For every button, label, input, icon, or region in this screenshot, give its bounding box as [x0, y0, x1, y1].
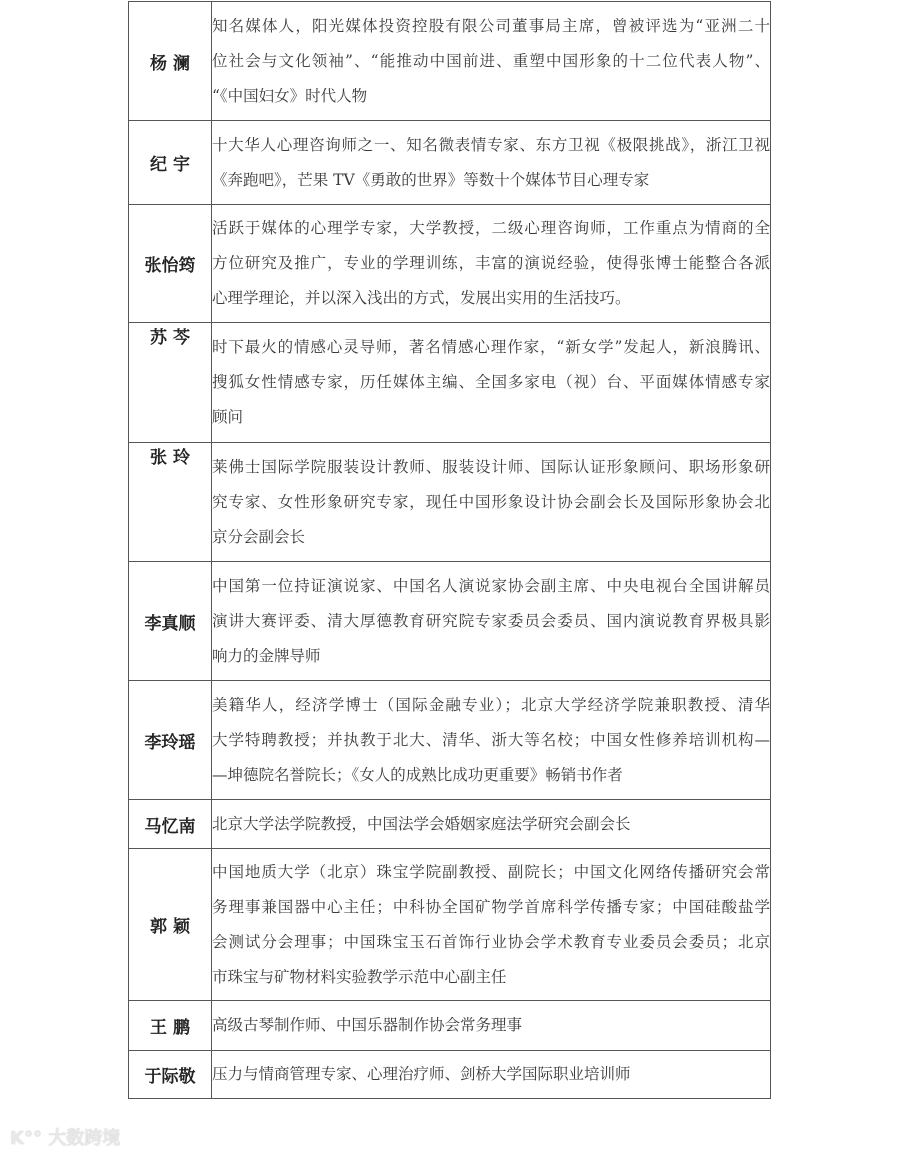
table-row: [129, 2, 771, 121]
expert-table: [128, 1, 771, 1099]
description-line: 京分会副会长: [212, 527, 306, 546]
expert-name: 苏 芩: [129, 323, 212, 443]
expert-name: 于际敬: [129, 1051, 212, 1099]
table-row: [129, 323, 771, 443]
description-line: 中国地质大学（北京）珠宝学院副教授、副院长；中国文化网络传播研究会常: [212, 862, 770, 881]
description-line: 中国第一位持证演说家、中国名人演说家协会副主席、中央电视台全国讲解员: [212, 576, 770, 595]
description-line: 高级古琴制作师、中国乐器制作协会常务理事: [212, 1016, 523, 1034]
table-row: [129, 205, 771, 323]
description-line: “《中国妇女》时代人物: [212, 86, 368, 105]
watermark-text: 大数跨境: [48, 1128, 121, 1149]
table-row: [129, 443, 771, 562]
description-line: 市珠宝与矿物材料实验教学示范中心副主任: [212, 967, 507, 986]
expert-name: 王 鹏: [129, 1001, 212, 1051]
expert-name: 张怡筠: [129, 205, 212, 323]
table-row: [129, 562, 771, 681]
description-line: 《奔跑吧》，芒果 TV《勇敢的世界》等数十个媒体节目心理专家: [212, 170, 650, 189]
table-row: [129, 800, 771, 849]
expert-description: [212, 849, 771, 1001]
expert-description: [212, 121, 771, 205]
description-line: 方位研究及推广，专业的学理训练，丰富的演说经验，使得张博士能整合各派: [212, 254, 770, 272]
description-line: 时下最火的情感心灵导师，著名情感心理作家，“新女学”发起人，新浪腾讯、: [212, 338, 770, 356]
description-line: 演讲大赛评委、清大厚德教育研究院专家委员会委员、国内演说教育界极具影: [212, 611, 770, 630]
expert-name: 李真顺: [129, 562, 212, 681]
description-line: 位社会与文化领袖”、“能推动中国前进、重塑中国形象的十二位代表人物”、: [212, 51, 770, 70]
expert-name: 郭 颖: [129, 849, 212, 1001]
description-line: 北京大学法学院教授，中国法学会婚姻家庭法学研究会副会长: [212, 814, 631, 833]
description-line: 务理事兼国器中心主任；中科协全国矿物学首席科学传播专家；中国硅酸盐学: [212, 897, 770, 916]
description-line: 美籍华人，经济学博士（国际金融专业）；北京大学经济学院兼职教授、清华: [212, 695, 770, 714]
description-line: 活跃于媒体的心理学专家，大学教授，二级心理咨询师，工作重点为情商的全: [212, 219, 770, 237]
table-row: [129, 1001, 771, 1051]
expert-name: 李玲瑶: [129, 681, 212, 800]
description-line: 搜狐女性情感专家，历任媒体主编、全国多家电（视）台、平面媒体情感专家: [212, 373, 770, 391]
table-row: [129, 849, 771, 1001]
description-line: 压力与情商管理专家、心理治疗师、剑桥大学国际职业培训师: [212, 1065, 631, 1083]
expert-description: [212, 443, 771, 562]
description-line: 莱佛士国际学院服装设计教师、服装设计师、国际认证形象顾问、职场形象研: [212, 457, 770, 476]
description-line: 心理学理论，并以深入浅出的方式，发展出实用的生活技巧。: [212, 289, 631, 307]
description-line: 究专家、女性形象研究专家，现任中国形象设计协会副会长及国际形象协会北: [212, 492, 770, 511]
expert-description: [212, 1001, 771, 1051]
description-line: 响力的金牌导师: [212, 646, 321, 665]
table-row: [129, 1051, 771, 1099]
expert-description: [212, 205, 771, 323]
description-line: 知名媒体人，阳光媒体投资控股有限公司董事局主席，曾被评选为“亚洲二十: [212, 16, 770, 35]
expert-description: [212, 1051, 771, 1099]
description-line: 会测试分会理事；中国珠宝玉石首饰行业协会学术教育专业委员会委员；北京: [212, 932, 770, 951]
expert-name: 马忆南: [129, 800, 212, 849]
description-line: 十大华人心理咨询师之一、知名微表情专家、东方卫视《极限挑战》，浙江卫视: [212, 135, 770, 154]
description-line: 大学特聘教授；并执教于北大、清华、浙大等名校；中国女性修养培训机构—: [212, 730, 770, 749]
description-line: 顾问: [212, 408, 244, 426]
expert-description: [212, 2, 771, 121]
expert-name: 杨 澜: [129, 2, 212, 121]
watermark-logo: [10, 1124, 120, 1150]
expert-description: [212, 800, 771, 849]
description-line: —坤德院名誉院长；《女人的成熟比成功更重要》畅销书作者: [212, 765, 623, 784]
expert-description: [212, 681, 771, 800]
table-row: [129, 121, 771, 205]
watermark-icon: K°°: [10, 1128, 42, 1149]
expert-name: 张 玲: [129, 443, 212, 562]
expert-description: [212, 323, 771, 443]
expert-description: [212, 562, 771, 681]
table-row: [129, 681, 771, 800]
expert-name: 纪 宇: [129, 121, 212, 205]
